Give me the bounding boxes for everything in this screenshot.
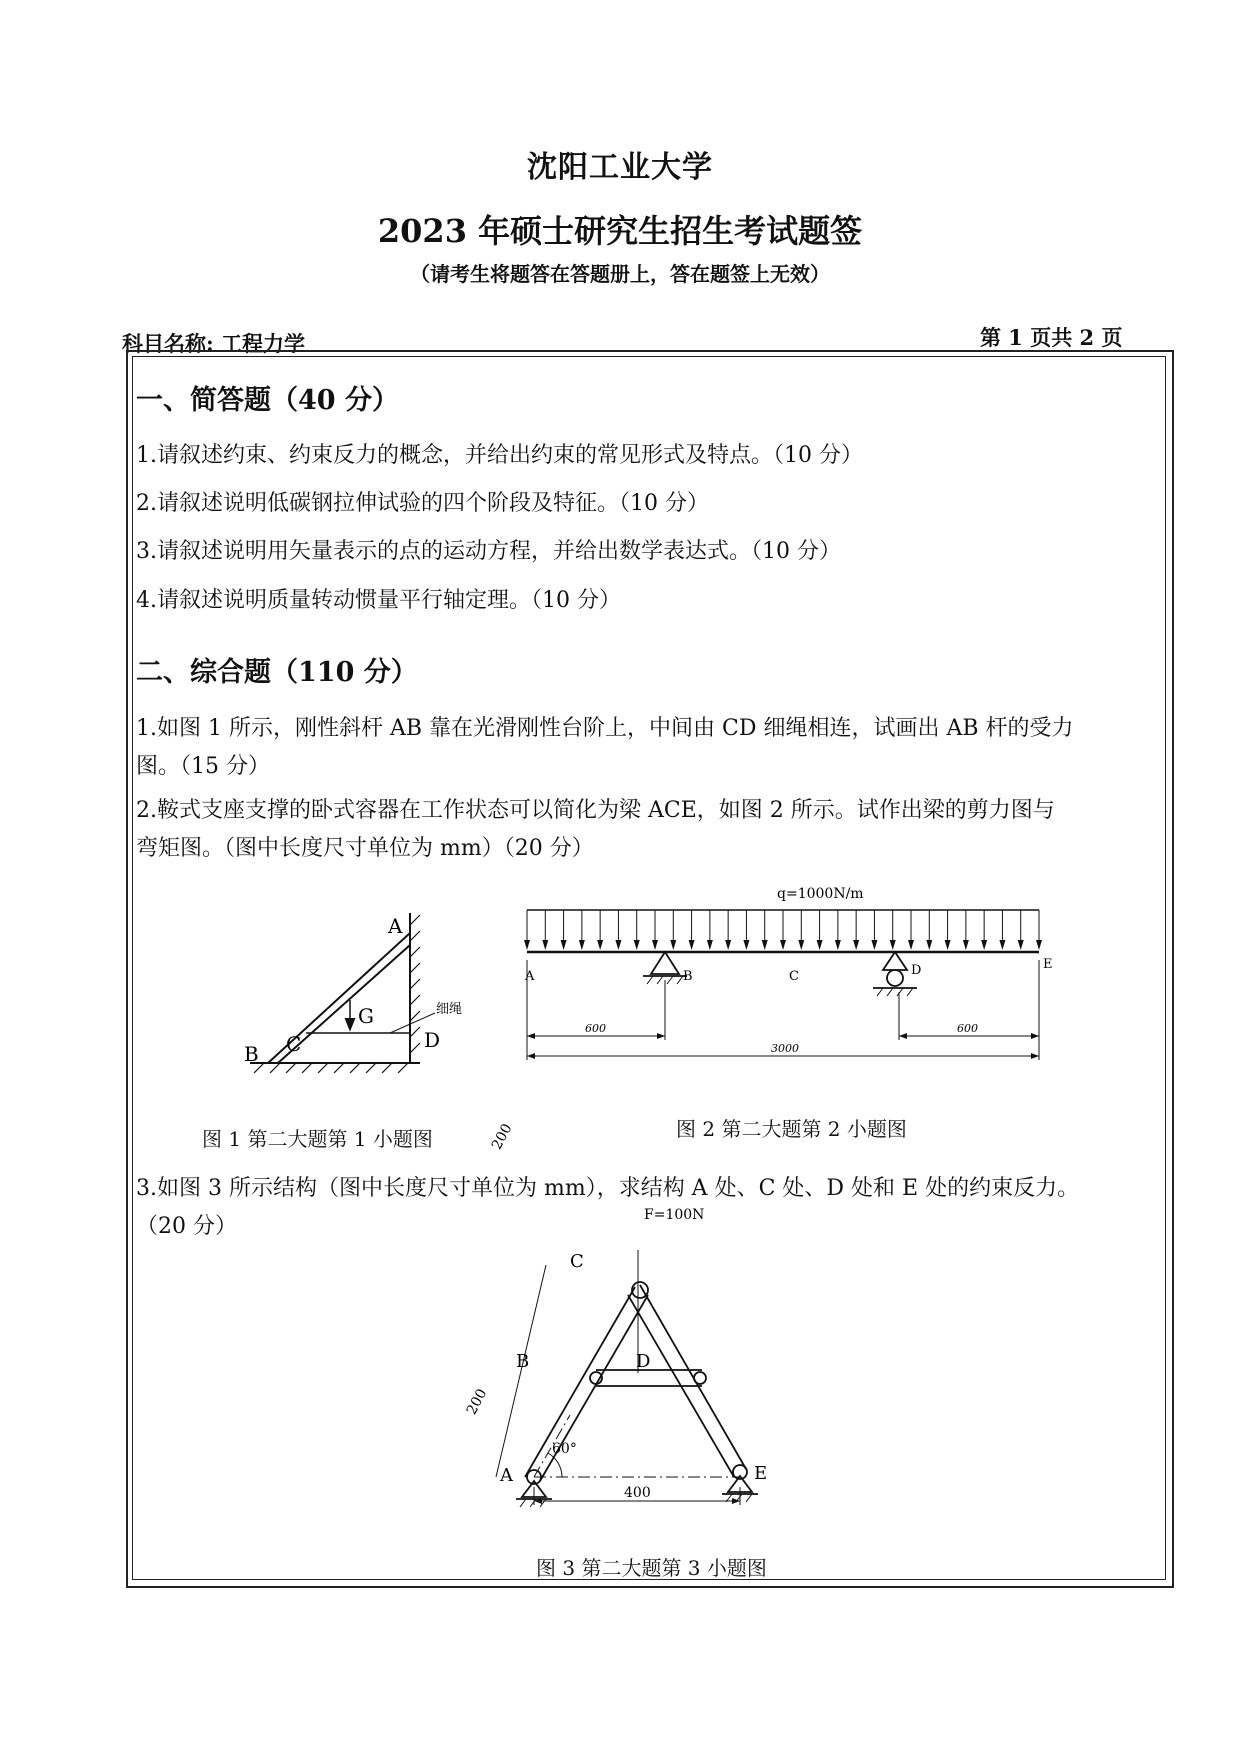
- section2-question-1-line1: 1.如图 1 所示，刚性斜杆 AB 靠在光滑刚性台阶上，中间由 CD 细绳相连，试画出 AB 杆的受力: [136, 716, 1074, 741]
- fig3-label-b: B: [516, 1351, 530, 1372]
- load-arrow-head: [579, 940, 585, 950]
- section1-question-3: 3.请叙述说明用矢量表示的点的运动方程，并给出数学表达式。（10 分）: [136, 539, 841, 564]
- fig3-label-e: E: [754, 1463, 768, 1484]
- fig3-label-c: C: [570, 1251, 584, 1272]
- fig2-label-b: B: [683, 969, 693, 984]
- load-arrow-head: [597, 940, 603, 950]
- fig2-dim-right: 600: [957, 1022, 978, 1035]
- load-arrow-head: [926, 940, 932, 950]
- fig2-label-c: C: [789, 969, 799, 984]
- fig1-label-d: D: [424, 1028, 441, 1052]
- load-arrow-head: [670, 940, 676, 950]
- load-arrow-head: [634, 940, 640, 950]
- section2-question-2-line1: 2.鞍式支座支撑的卧式容器在工作状态可以简化为梁 ACE，如图 2 所示。试作出梁的剪力图与: [136, 798, 1055, 823]
- load-arrow-head: [689, 940, 695, 950]
- load-arrow-head: [890, 940, 896, 950]
- section2-question-2-line2: 弯矩图。（图中长度尺寸单位为 mm）（20 分）: [136, 836, 594, 861]
- exam-notice: （请考生将题答在答题册上，答在题签上无效）: [410, 262, 830, 286]
- load-arrow-head: [707, 940, 713, 950]
- fig2-label-a: A: [525, 969, 535, 984]
- fig1-label-rope: 细绳: [436, 1002, 463, 1017]
- load-arrow-head: [871, 940, 877, 950]
- exam-title: 2023 年硕士研究生招生考试题签: [377, 212, 863, 250]
- fig3-dim-lower: 200: [463, 1386, 491, 1418]
- fig3-dim-upper: 200: [488, 1121, 516, 1153]
- school-name: 沈阳工业大学: [527, 150, 713, 185]
- section2-question-1-line2: 图。（15 分）: [136, 754, 270, 779]
- load-arrow-head: [798, 940, 804, 950]
- load-arrow-head: [835, 940, 841, 950]
- fig3-angle-label: 60°: [552, 1441, 577, 1457]
- load-arrow-head: [652, 940, 658, 950]
- load-arrow-head: [780, 940, 786, 950]
- load-arrow-head: [542, 940, 548, 950]
- fig3-dim-base: 400: [624, 1485, 651, 1501]
- load-arrow-head: [981, 940, 987, 950]
- figure-1-caption: 图 1 第二大题第 1 小题图: [202, 1127, 433, 1151]
- fig1-label-g: G: [358, 1004, 374, 1028]
- fig1-label-b: B: [244, 1042, 259, 1066]
- figure-3: [463, 1121, 810, 1515]
- section1-heading: 一、简答题（40 分）: [136, 385, 399, 416]
- figure-3-caption: 图 3 第二大题第 3 小题图: [536, 1556, 767, 1580]
- load-arrow-head: [743, 940, 749, 950]
- section2-question-3-line2: （20 分）: [136, 1214, 237, 1239]
- fig2-dim-left: 600: [585, 1022, 606, 1035]
- figure-1: [240, 905, 500, 1085]
- load-arrow-head: [762, 940, 768, 950]
- load-arrow-head: [1036, 940, 1042, 950]
- load-arrow-head: [853, 940, 859, 950]
- fig3-force-label: F=100N: [644, 1207, 705, 1223]
- fig1-label-c: C: [286, 1032, 302, 1056]
- fig2-label-d: D: [911, 963, 922, 978]
- fig3-label-d: D: [636, 1351, 651, 1372]
- load-arrow-head: [945, 940, 951, 950]
- section2-question-3-line1: 3.如图 3 所示结构（图中长度尺寸单位为 mm），求结构 A 处、C 处、D 处和 E 处的约束反力。: [136, 1176, 1080, 1201]
- section1-question-2: 2.请叙述说明低碳钢拉伸试验的四个阶段及特征。（10 分）: [136, 491, 709, 516]
- page-info: 第 1 页共 2 页: [980, 325, 1123, 350]
- load-arrow-head: [1018, 940, 1024, 950]
- load-arrow-head: [817, 940, 823, 950]
- load-arrow-head: [524, 940, 530, 950]
- fig3-label-a: A: [500, 1465, 513, 1486]
- load-arrow-head: [725, 940, 731, 950]
- load-arrow-head: [615, 940, 621, 950]
- section1-question-4: 4.请叙述说明质量转动惯量平行轴定理。（10 分）: [136, 588, 621, 613]
- fig2-label-e: E: [1043, 957, 1053, 972]
- load-arrow-head: [908, 940, 914, 950]
- section2-heading: 二、综合题（110 分）: [136, 657, 418, 688]
- figure-2: [515, 880, 1075, 1080]
- fig2-distributed-load: [524, 910, 1042, 950]
- fig2-load-label: q=1000N/m: [777, 886, 864, 902]
- section1-question-1: 1.请叙述约束、约束反力的概念，并给出约束的常见形式及特点。（10 分）: [136, 443, 863, 468]
- load-arrow-head: [963, 940, 969, 950]
- figure-2-caption: 图 2 第二大题第 2 小题图: [676, 1117, 907, 1141]
- fig1-label-a: A: [388, 914, 403, 938]
- load-arrow-head: [999, 940, 1005, 950]
- fig2-dim-total: 3000: [771, 1042, 799, 1055]
- load-arrow-head: [561, 940, 567, 950]
- subject-name: 科目名称: 工程力学: [122, 331, 306, 356]
